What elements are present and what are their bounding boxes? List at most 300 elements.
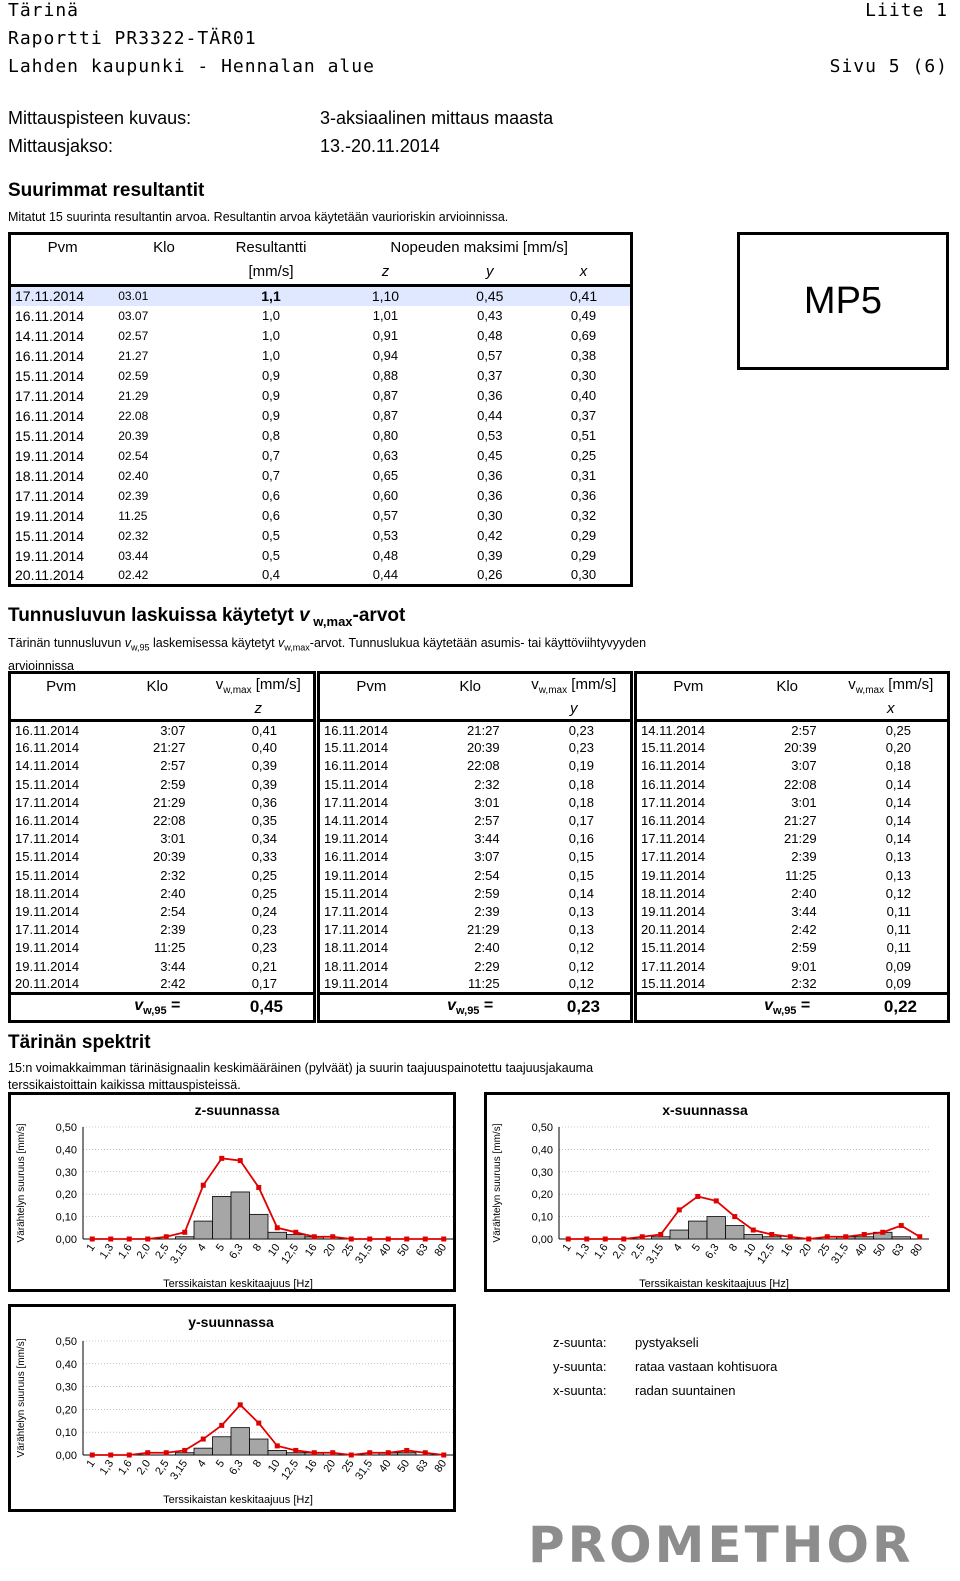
cell-z: 0,87 xyxy=(372,408,399,423)
spectra-desc-1: 15:n voimakkaimman tärinäsignaalin keskimääräinen (pylväät) ja suurin taajuuspainotettu taajuusjakauma xyxy=(8,1061,594,1075)
x-tick-label: 1,6 xyxy=(592,1241,611,1262)
cell-pvm: 19.11.2014 xyxy=(641,903,706,919)
y-axis-label: Värähtelyn suuruus [mm/s] xyxy=(16,1338,27,1458)
bar xyxy=(287,1235,306,1239)
line-point xyxy=(640,1234,645,1239)
results-row xyxy=(10,526,632,546)
vwmax-row xyxy=(319,775,632,793)
line-point xyxy=(201,1437,206,1442)
cell-klo: 2:39 xyxy=(474,903,500,919)
cell-pvm: 17.11.2014 xyxy=(15,387,85,404)
section-desc-results: Mitatut 15 suurinta resultantin arvoa. Resultantin arvoa käytetään vaurioriskin arvioinnissa. xyxy=(8,210,509,224)
cell-klo: 02.32 xyxy=(118,528,149,543)
attachment-label: Liite 1 xyxy=(865,0,948,21)
cell-value: 0,24 xyxy=(251,903,277,919)
cell-z: 0,88 xyxy=(372,368,399,383)
x-tick-label: 1,6 xyxy=(116,1241,135,1262)
cell-klo: 21:27 xyxy=(152,740,186,756)
x-tick-label: 40 xyxy=(376,1241,394,1259)
line-point xyxy=(732,1214,737,1219)
cell-klo: 21:27 xyxy=(467,722,500,738)
cell-y: 0,57 xyxy=(477,348,503,363)
x-tick-label: 2,5 xyxy=(153,1457,172,1478)
line-point xyxy=(293,1448,298,1453)
y-tick-label: 0,00 xyxy=(55,1450,77,1462)
cell-x: 0,49 xyxy=(570,308,597,323)
vwmax-desc-1: Tärinän tunnusluvun xyxy=(8,636,125,650)
col-unit: [mm/s] xyxy=(251,676,301,694)
cell-klo: 20.39 xyxy=(118,428,149,443)
chart-z-box xyxy=(8,1092,456,1292)
cell-klo: 2:42 xyxy=(791,922,817,938)
line-point xyxy=(806,1237,811,1242)
cell-pvm: 19.11.2014 xyxy=(324,867,389,883)
cell-klo: 2:59 xyxy=(791,940,817,956)
legend-z-key: z-suunta: xyxy=(553,1335,607,1350)
cell-klo: 2:32 xyxy=(791,975,817,991)
bar xyxy=(268,1232,287,1239)
cell-value: 0,14 xyxy=(885,794,911,810)
vwmax-row xyxy=(10,793,315,811)
cell-value: 0,23 xyxy=(251,940,277,956)
cell-value: 0,23 xyxy=(251,922,277,938)
y-tick-label: 0,00 xyxy=(531,1234,553,1246)
cell-klo: 22:08 xyxy=(784,776,817,792)
cell-value: 0,15 xyxy=(568,867,594,883)
cell-pvm: 20.11.2014 xyxy=(641,922,706,938)
line-point xyxy=(695,1194,700,1199)
vwmax-desc-sub1: w,95 xyxy=(131,642,150,653)
line-point xyxy=(788,1234,793,1239)
line-point xyxy=(90,1453,95,1458)
cell-pvm: 20.11.2014 xyxy=(15,975,80,991)
cell-pvm: 19.11.2014 xyxy=(15,958,80,974)
y-tick-label: 0,00 xyxy=(55,1234,77,1246)
cell-value: 0,13 xyxy=(885,849,911,865)
line-point xyxy=(714,1198,719,1203)
line-point xyxy=(441,1453,446,1458)
cell-klo: 2:54 xyxy=(160,903,186,919)
cell-pvm: 15.11.2014 xyxy=(641,975,706,991)
cell-z: 0,57 xyxy=(372,508,399,523)
bar xyxy=(213,1196,232,1239)
col-klo: Klo xyxy=(146,677,169,695)
cell-y: 0,36 xyxy=(477,468,503,483)
cell-value: 0,14 xyxy=(885,776,911,792)
cell-value: 0,14 xyxy=(885,813,911,829)
cell-value: 0,20 xyxy=(885,740,911,756)
vwmax-table-x xyxy=(634,671,950,1023)
line-point xyxy=(164,1234,169,1239)
cell-pvm: 19.11.2014 xyxy=(15,940,80,956)
cell-value: 0,16 xyxy=(568,831,594,847)
cell-pvm: 15.11.2014 xyxy=(324,776,389,792)
cell-value: 0,39 xyxy=(251,776,277,792)
cell-pvm: 15.11.2014 xyxy=(641,740,706,756)
cell-y: 0,53 xyxy=(477,428,503,443)
vwmax-row xyxy=(319,848,632,866)
cell-result: 0,9 xyxy=(261,408,281,423)
cell-pvm: 16.11.2014 xyxy=(15,740,80,756)
cell-value: 0,18 xyxy=(568,776,594,792)
cell-y: 0,36 xyxy=(477,388,503,403)
cell-klo: 2:29 xyxy=(474,958,500,974)
cell-value: 0,12 xyxy=(568,975,594,991)
cell-klo: 9:01 xyxy=(791,958,817,974)
cell-value: 0,41 xyxy=(251,722,277,738)
cell-value: 0,23 xyxy=(568,740,594,756)
chart-title: y-suunnassa xyxy=(188,1314,274,1330)
desc-value: 3-aksiaalinen mittaus maasta xyxy=(320,108,554,128)
cell-pvm: 16.11.2014 xyxy=(15,347,85,364)
col-y: y xyxy=(443,260,537,286)
cell-value: 0,34 xyxy=(251,831,277,847)
y-tick-label: 0,10 xyxy=(55,1427,77,1440)
cell-klo: 2:40 xyxy=(791,885,817,901)
vwmax-title-sub: w,max xyxy=(309,613,353,629)
x-tick-label: 20 xyxy=(797,1241,815,1259)
line-point xyxy=(441,1237,446,1242)
y-tick-label: 0,30 xyxy=(55,1166,77,1179)
line-point xyxy=(386,1450,391,1455)
x-tick-label: 2,5 xyxy=(153,1241,172,1262)
cell-klo: 02.42 xyxy=(118,567,149,582)
vwmax-row xyxy=(636,830,949,848)
line-point xyxy=(219,1423,224,1428)
y-tick-label: 0,30 xyxy=(531,1166,553,1179)
x-tick-label: 3,15 xyxy=(168,1241,191,1267)
results-row xyxy=(10,366,632,386)
results-table xyxy=(8,232,633,587)
cell-x: 0,40 xyxy=(570,388,597,403)
vwmax-desc-3: -arvot. Tunnuslukua käytetään asumis- tai käyttöviihtyvyyden xyxy=(309,636,647,650)
y-tick-label: 0,50 xyxy=(55,1122,77,1134)
mp-label-box xyxy=(737,232,949,370)
x-tick-label: 5 xyxy=(689,1241,704,1254)
cell-pvm: 18.11.2014 xyxy=(15,885,80,901)
vwmax-desc-sub2: w,max xyxy=(284,642,310,653)
cell-pvm: 15.11.2014 xyxy=(15,849,80,865)
cell-klo: 2:39 xyxy=(160,922,186,938)
cell-result: 0,4 xyxy=(261,567,281,583)
cell-klo: 22:08 xyxy=(152,813,186,829)
line-point xyxy=(275,1443,280,1448)
cell-klo: 21:29 xyxy=(152,794,186,810)
cell-pvm: 15.11.2014 xyxy=(641,940,706,956)
x-tick-label: 3,15 xyxy=(168,1457,191,1483)
x-tick-label: 25 xyxy=(339,1241,357,1259)
chart-title: x-suunnassa xyxy=(662,1102,748,1118)
bar xyxy=(231,1192,250,1239)
cell-x: 0,51 xyxy=(570,428,597,443)
cell-pvm: 17.11.2014 xyxy=(15,922,80,938)
cell-klo: 2:59 xyxy=(160,776,186,792)
col-x: x xyxy=(537,260,631,286)
cell-x: 0,29 xyxy=(570,528,597,543)
location: Lahden kaupunki - Hennalan alue xyxy=(8,56,375,77)
vwmax-row xyxy=(319,830,632,848)
line-point xyxy=(201,1183,206,1188)
vwmax-row xyxy=(636,848,949,866)
line-point xyxy=(880,1230,885,1235)
vwmax-desc-v: v xyxy=(124,636,131,650)
cell-value: 0,13 xyxy=(568,903,594,919)
cell-pvm: 19.11.2014 xyxy=(15,507,85,524)
x-tick-label: 3,15 xyxy=(644,1241,667,1267)
cell-pvm: 17.11.2014 xyxy=(324,922,389,938)
vwmax-row xyxy=(10,902,315,920)
cell-pvm: 16.11.2014 xyxy=(15,813,80,829)
cell-pvm: 18.11.2014 xyxy=(324,940,389,956)
y-tick-label: 0,10 xyxy=(531,1211,553,1224)
cell-klo: 21:27 xyxy=(784,813,817,829)
col-axis: x xyxy=(835,699,949,721)
chart-z xyxy=(11,1095,453,1289)
cell-pvm: 15.11.2014 xyxy=(324,885,389,901)
cell-klo: 2:57 xyxy=(791,722,817,738)
cell-klo: 3:07 xyxy=(474,849,500,865)
cell-pvm: 16.11.2014 xyxy=(641,813,706,829)
line-point xyxy=(145,1237,150,1242)
cell-klo: 20:39 xyxy=(467,740,500,756)
col-max: Nopeuden maksimi [mm/s] xyxy=(390,238,568,256)
vwmax-row xyxy=(636,902,949,920)
bar xyxy=(892,1237,911,1239)
results-row xyxy=(10,506,632,526)
cell-pvm: 17.11.2014 xyxy=(15,794,80,810)
vwmax-row xyxy=(636,811,949,829)
cell-klo: 2:42 xyxy=(160,975,186,991)
vwmax-row xyxy=(636,739,949,757)
legend-x-value: radan suuntainen xyxy=(635,1383,736,1398)
chart-y xyxy=(11,1307,453,1509)
y-axis-label: Värähtelyn suuruus [mm/s] xyxy=(16,1123,27,1243)
cell-x: 0,32 xyxy=(570,508,597,523)
vwmax-row xyxy=(636,721,949,739)
line-point xyxy=(238,1158,243,1163)
cell-pvm: 15.11.2014 xyxy=(15,867,80,883)
cell-value: 0,09 xyxy=(885,975,911,991)
cell-value: 0,11 xyxy=(886,922,911,938)
vwmax-row xyxy=(319,957,632,975)
x-tick-label: 80 xyxy=(908,1241,926,1259)
cell-klo: 11:25 xyxy=(784,867,817,883)
vwmax-desc-2: laskemisessa käytetyt xyxy=(149,636,279,650)
bar xyxy=(268,1450,287,1455)
cell-pvm: 15.11.2014 xyxy=(15,367,85,384)
vwmax-title-v: v xyxy=(299,605,310,626)
line-point xyxy=(367,1237,372,1242)
section-title-spectra: Tärinän spektrit xyxy=(8,1032,151,1053)
cell-value: 0,23 xyxy=(568,722,594,738)
line-point xyxy=(256,1185,261,1190)
cell-pvm: 18.11.2014 xyxy=(641,885,706,901)
x-tick-label: 6,3 xyxy=(703,1241,722,1262)
cell-y: 0,26 xyxy=(477,567,503,583)
vwmax-row xyxy=(10,866,315,884)
cell-result: 1,1 xyxy=(214,286,329,306)
x-tick-label: 16 xyxy=(302,1241,320,1259)
cell-value: 0,13 xyxy=(885,867,911,883)
cell-pvm: 17.11.2014 xyxy=(324,903,389,919)
cell-value: 0,25 xyxy=(885,722,911,738)
desc-label: Mittauspisteen kuvaus: xyxy=(8,108,192,128)
col-axis: z xyxy=(204,699,315,721)
cell-y: 0,43 xyxy=(477,308,503,323)
cell-klo: 11:25 xyxy=(467,975,500,991)
line-point xyxy=(423,1237,428,1242)
col-pvm: Pvm xyxy=(46,677,77,695)
x-tick-label: 4 xyxy=(195,1457,209,1470)
x-tick-label: 31,5 xyxy=(829,1241,852,1267)
cell-result: 0,5 xyxy=(261,528,281,543)
cell-pvm: 14.11.2014 xyxy=(324,813,389,829)
x-tick-label: 1 xyxy=(560,1241,574,1254)
bar xyxy=(855,1237,874,1239)
line-point xyxy=(275,1225,280,1230)
x-tick-label: 10 xyxy=(265,1457,283,1475)
cell-result: 1,0 xyxy=(261,308,281,323)
cell-z: 0,44 xyxy=(372,567,399,583)
cell-y: 0,37 xyxy=(477,368,503,383)
bar xyxy=(176,1237,195,1239)
col-vsub: w,max xyxy=(223,685,252,697)
cell-value: 0,15 xyxy=(568,849,594,865)
x-tick-label: 20 xyxy=(321,1241,339,1259)
vw95-v: v xyxy=(764,997,773,1015)
line-point xyxy=(238,1402,243,1407)
cell-result: 0,5 xyxy=(261,548,281,563)
cell-value: 0,36 xyxy=(251,794,277,810)
cell-klo: 2:40 xyxy=(160,885,186,901)
col-vwmax xyxy=(204,673,315,699)
col-pvm: Pvm xyxy=(356,677,387,695)
line-point xyxy=(90,1237,95,1242)
cell-y: 0,36 xyxy=(477,488,503,503)
chart-x-box xyxy=(484,1092,950,1292)
x-tick-label: 5 xyxy=(213,1457,228,1470)
line-point xyxy=(386,1237,391,1242)
cell-klo: 21:29 xyxy=(467,922,500,938)
cell-pvm: 15.11.2014 xyxy=(324,740,389,756)
results-row xyxy=(10,466,632,486)
cell-y: 0,48 xyxy=(477,328,503,343)
results-row xyxy=(10,446,632,466)
cell-result: 0,8 xyxy=(261,428,281,443)
line-point xyxy=(862,1232,867,1237)
x-tick-label: 1,3 xyxy=(97,1457,117,1478)
results-row xyxy=(10,406,632,426)
cell-result: 0,6 xyxy=(261,488,281,503)
line-point xyxy=(917,1234,922,1239)
results-row xyxy=(10,426,632,446)
y-tick-label: 0,50 xyxy=(55,1336,77,1348)
vwmax-row xyxy=(10,939,315,957)
results-row xyxy=(10,346,632,366)
vwmax-row xyxy=(10,884,315,902)
cell-value: 0,39 xyxy=(251,758,277,774)
col-klo: Klo xyxy=(776,677,798,695)
line-point xyxy=(330,1450,335,1455)
cell-value: 0,12 xyxy=(568,940,594,956)
x-tick-label: 10 xyxy=(741,1241,759,1259)
vwmax-row xyxy=(636,921,949,939)
line-point xyxy=(404,1448,409,1453)
cell-klo: 21.29 xyxy=(118,388,149,403)
x-tick-label: 8 xyxy=(726,1241,741,1254)
vwmax-row xyxy=(10,757,315,775)
cell-klo: 22:08 xyxy=(467,758,500,774)
cell-y: 0,45 xyxy=(477,448,503,463)
line-point xyxy=(182,1230,187,1235)
x-tick-label: 4 xyxy=(671,1241,685,1254)
col-v: v xyxy=(531,676,539,694)
x-tick-label: 10 xyxy=(265,1241,283,1259)
x-tick-label: 6,3 xyxy=(227,1457,246,1478)
col-unit: [mm/s] xyxy=(214,260,329,286)
vwmax-row xyxy=(636,884,949,902)
line-point xyxy=(182,1448,187,1453)
promethor-logo: PROMETHOR xyxy=(528,1516,914,1574)
line-point xyxy=(566,1237,571,1242)
vwmax-row xyxy=(319,793,632,811)
cell-klo: 2:57 xyxy=(160,758,186,774)
cell-pvm: 14.11.2014 xyxy=(15,327,85,344)
cell-x: 0,29 xyxy=(570,548,597,563)
x-tick-label: 31,5 xyxy=(353,1457,376,1483)
x-tick-label: 80 xyxy=(432,1241,450,1259)
y-tick-label: 0,40 xyxy=(531,1144,553,1157)
vw95-eq: = xyxy=(166,997,181,1015)
col-v: v xyxy=(848,676,856,694)
vwmax-row xyxy=(10,848,315,866)
col-z: z xyxy=(328,260,442,286)
x-tick-label: 40 xyxy=(376,1457,394,1475)
cell-y: 0,42 xyxy=(477,528,503,543)
cell-pvm: 16.11.2014 xyxy=(15,722,80,738)
results-row xyxy=(10,546,632,566)
line-point xyxy=(751,1228,756,1233)
cell-value: 0,12 xyxy=(568,958,594,974)
x-tick-label: 25 xyxy=(339,1457,357,1475)
line-point xyxy=(404,1237,409,1242)
vwmax-title-prefix: Tunnusluvun laskuissa käytetyt xyxy=(8,605,300,626)
cell-pvm: 15.11.2014 xyxy=(15,527,85,544)
vwmax-row xyxy=(636,957,949,975)
cell-z: 0,87 xyxy=(372,388,399,403)
cell-z: 1,10 xyxy=(328,286,442,306)
cell-klo: 3:44 xyxy=(160,958,186,974)
cell-x: 0,30 xyxy=(570,567,597,583)
col-v: v xyxy=(215,676,224,694)
cell-result: 1,0 xyxy=(261,328,281,343)
cell-value: 0,12 xyxy=(885,885,911,901)
chart-y-box xyxy=(8,1304,456,1512)
x-tick-label: 50 xyxy=(871,1241,889,1259)
results-row xyxy=(10,326,632,346)
cell-klo: 11:25 xyxy=(153,940,186,956)
line-point xyxy=(843,1234,848,1239)
x-tick-label: 2,0 xyxy=(134,1457,154,1478)
cell-pvm: 19.11.2014 xyxy=(15,903,80,919)
cell-value: 0,18 xyxy=(885,758,911,774)
bar xyxy=(231,1428,250,1455)
line-point xyxy=(312,1234,317,1239)
vwmax-row xyxy=(319,939,632,957)
vw95-v: v xyxy=(134,997,144,1015)
cell-klo: 03.44 xyxy=(118,548,149,563)
col-vsub: w,max xyxy=(855,685,885,697)
